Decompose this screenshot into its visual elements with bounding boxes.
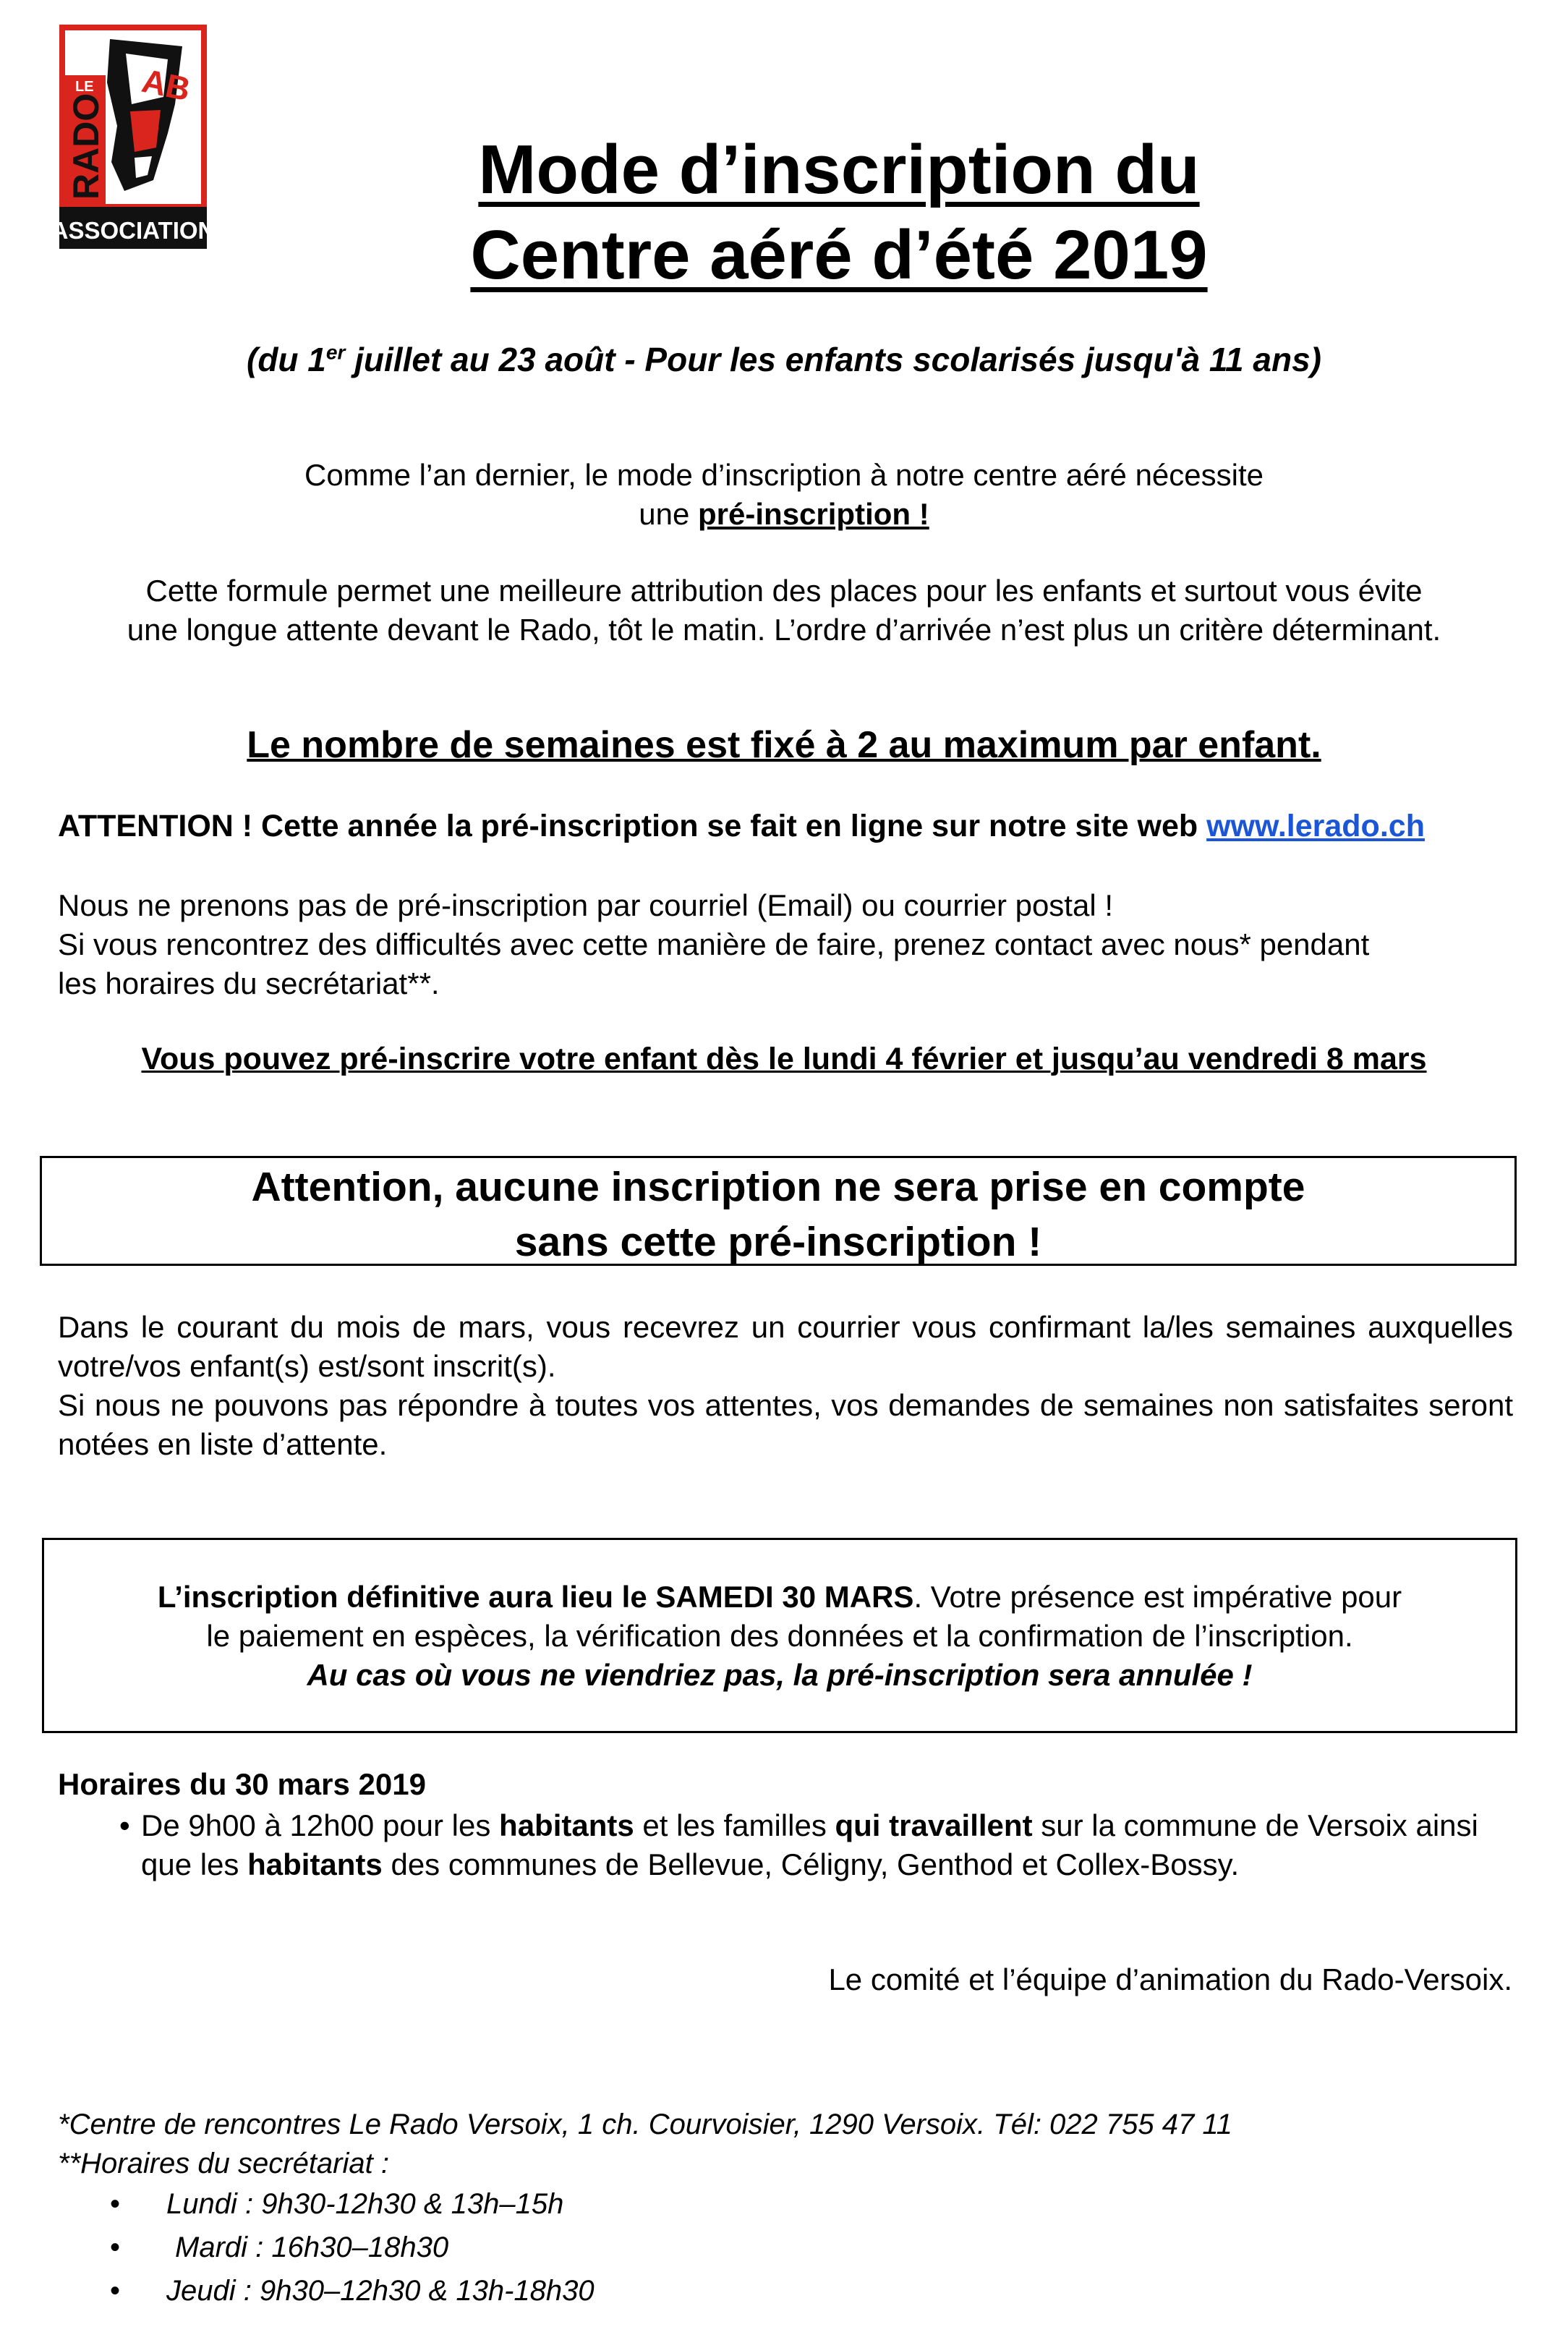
intro-paragraph-2: Cette formule permet une meilleure attribution des places pour les enfants et surtout vous évite une longue attente devant le Rado, tôt le matin. L’ordre d’arrivée n’est plus un critère déterminant. [127, 574, 1441, 647]
secretariat-item: Mardi : 16h30–18h30 [175, 2231, 449, 2263]
logo-graphic [51, 25, 216, 249]
final-registration-box: L’inscription définitive aura lieu le SAMEDI 30 MARS. Votre présence est impérative pour le paiement en espèces, la vérification des données et la confirmation de l’inscription. Au cas où vous ne viendriez pas, la pré-inscription sera annulée ! [42, 1538, 1517, 1733]
page-title [304, 127, 1374, 298]
footnote [58, 2105, 1232, 2183]
period-subtitle: (du 1er juillet au 23 août - Pour les enfants scolarisés jusqu'à 11 ans) [247, 341, 1321, 378]
secretariat-item: Jeudi : 9h30–12h30 & 13h-18h30 [166, 2275, 595, 2307]
website-link[interactable]: www.lerado.ch [1206, 809, 1425, 843]
secretariat-item: Lundi : 9h30-12h30 & 13h–15h [166, 2188, 564, 2220]
logo-art-letters: AB [138, 61, 194, 109]
bullet-icon: • [119, 1808, 130, 1842]
online-registration-notice: ATTENTION ! Cette année la pré-inscription se fait en ligne sur notre site web www.lerado.ch [58, 809, 1425, 843]
bullet-icon: • [110, 2231, 121, 2263]
pre-registration-dates: Vous pouvez pré-inscrire votre enfant dès le lundi 4 février et jusqu’au vendredi 8 mars [141, 1042, 1427, 1076]
warning-line-1: Attention, aucune inscription ne sera prise en compte [251, 1164, 1305, 1210]
pre-inscription-emphasis: pré-inscription ! [698, 497, 929, 531]
title-line-2: Centre aéré d’été 2019 [470, 216, 1208, 294]
final-registration-date: L’inscription définitive aura lieu le SAMEDI 30 MARS [157, 1580, 914, 1614]
warning-box [40, 1156, 1517, 1266]
rado-association-logo [51, 25, 216, 249]
logo-rado-text: RADO [66, 93, 106, 200]
logo-le-text: LE [75, 79, 94, 95]
intro-paragraph-1: Comme l’an dernier, le mode d’inscription à notre centre aéré nécessite une pré-inscription ! [304, 458, 1264, 531]
bullet-icon: • [110, 2188, 121, 2220]
title-line-1: Mode d’inscription du [478, 131, 1200, 208]
footnote-secretariat-heading: **Horaires du secrétariat : [58, 2148, 389, 2179]
confirmation-paragraph: Dans le courant du mois de mars, vous recevrez un courrier vous confirmant la/les semaines auxquelles votre/vos enfant(s) est/sont inscrit(s). Si nous ne pouvons pas répondre à toutes vos attentes, vos demandes de semaines non satisfaites seront notées en liste d’attente. [58, 1310, 1513, 1461]
footnote-address: *Centre de rencontres Le Rado Versoix, 1 ch. Courvoisier, 1290 Versoix. Tél: 022 755 47 11 [58, 2109, 1232, 2140]
no-email-paragraph: Nous ne prenons pas de pré-inscription par courriel (Email) ou courrier postal ! Si vous rencontrez des difficultés avec cette manière de faire, prenez contact avec nous* pendant les horaires du secrétariat**. [58, 888, 1370, 1000]
hours-list-item: • De 9h00 à 12h00 pour les habitants et les familles qui travaillent sur la commune de Versoix ainsi que les habitants des communes de Bellevue, Céligny, Genthod et Collex-Bossy. [141, 1806, 1515, 1884]
signature: Le comité et l’équipe d’animation du Rado-Versoix. [828, 1962, 1512, 1996]
logo-association-text: ASSOCIATION [51, 217, 216, 244]
warning-line-2: sans cette pré-inscription ! [514, 1219, 1042, 1265]
weeks-limit-notice: Le nombre de semaines est fixé à 2 au maximum par enfant. [247, 724, 1321, 766]
bullet-icon: • [110, 2275, 121, 2307]
cancellation-warning: Au cas où vous ne viendriez pas, la pré-inscription sera annulée ! [307, 1658, 1253, 1692]
hours-heading: Horaires du 30 mars 2019 [58, 1767, 426, 1801]
